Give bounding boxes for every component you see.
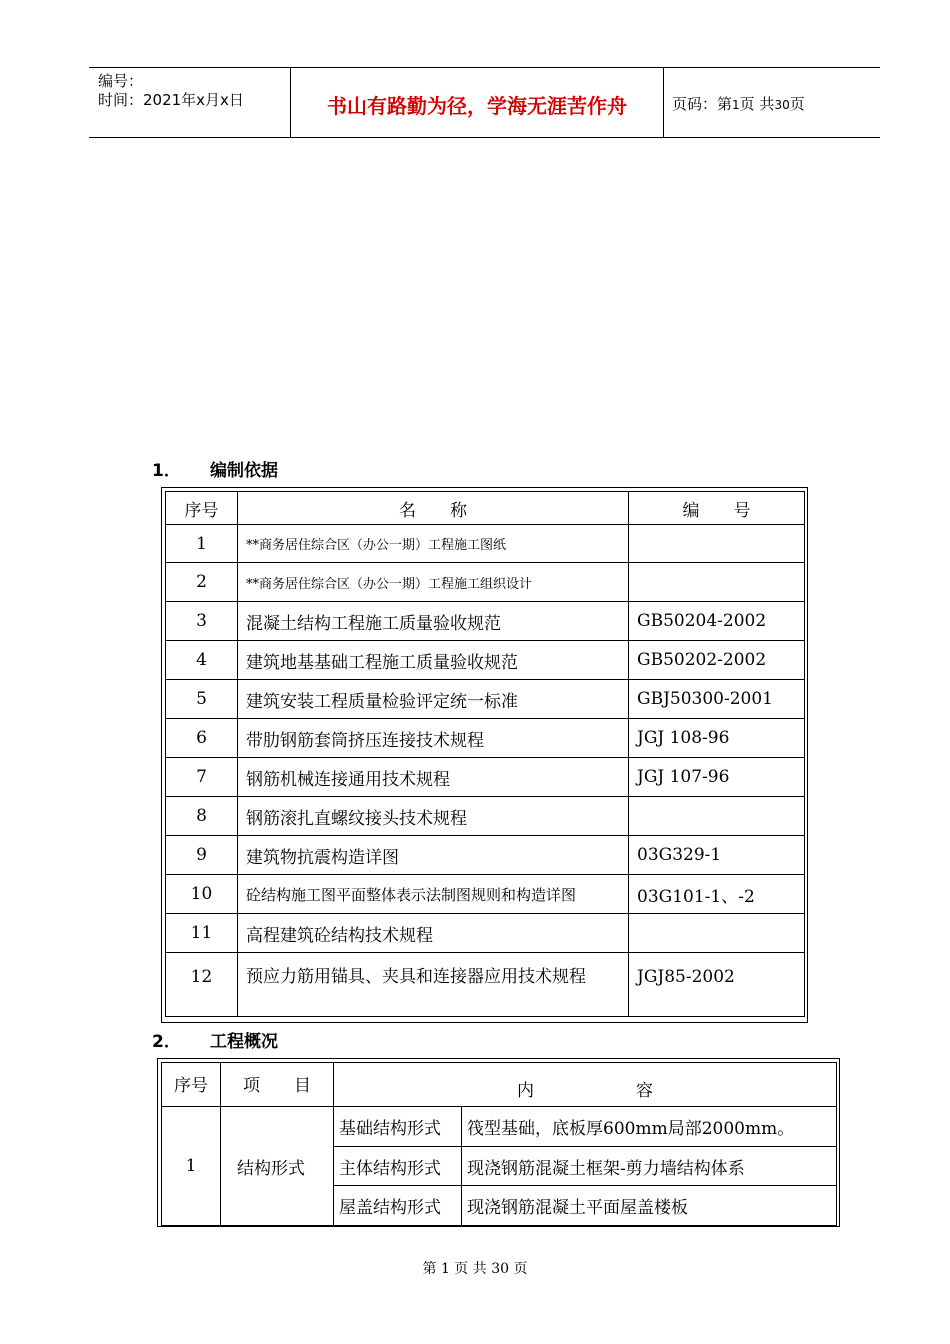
- table-row: [166, 641, 805, 680]
- table-row: [166, 758, 805, 797]
- header-divider: [663, 68, 664, 137]
- row-name: 钢筋机械连接通用技术规程: [238, 758, 629, 797]
- row-idx: 1: [166, 525, 238, 563]
- row-code: JGJ 108-96: [629, 719, 805, 758]
- header-content: 内 容: [334, 1063, 837, 1107]
- row-idx: 5: [166, 680, 238, 719]
- table-row: [166, 719, 805, 758]
- row-idx: 7: [166, 758, 238, 797]
- row-code: GB50204-2002: [629, 602, 805, 641]
- row-name: 预应力筋用锚具、夹具和连接器应用技术规程: [238, 953, 629, 1017]
- row-name: 砼结构施工图平面整体表示法制图规则和构造详图: [238, 875, 629, 914]
- section-1-title: [152, 456, 278, 481]
- table-row: [166, 914, 805, 953]
- row-code: GB50202-2002: [629, 641, 805, 680]
- row-idx: 4: [166, 641, 238, 680]
- row-code: 03G101-1、-2: [629, 875, 805, 914]
- row-idx: 2: [166, 563, 238, 602]
- row-code: [629, 914, 805, 953]
- row-idx: 6: [166, 719, 238, 758]
- header-code: 编 号: [629, 492, 805, 525]
- page-end: 页: [789, 95, 805, 113]
- row-idx: 11: [166, 914, 238, 953]
- row-idx: 1: [162, 1107, 221, 1226]
- sub-value: 现浇钢筋混凝土框架-剪力墙结构体系: [462, 1147, 837, 1186]
- row-code: 03G329-1: [629, 836, 805, 875]
- header-motto: 书山有路勤为径，学海无涯苦作舟: [327, 94, 627, 118]
- table-row: [166, 525, 805, 563]
- row-idx: 10: [166, 875, 238, 914]
- sub-value: 筏型基础，底板厚600mm局部2000mm。: [462, 1107, 837, 1147]
- overview-table: [161, 1062, 837, 1226]
- page-mid: 页 共: [739, 95, 775, 113]
- header-idx: 序号: [166, 492, 238, 525]
- header-idx: 序号: [162, 1063, 221, 1107]
- header-meta: [98, 72, 244, 110]
- header-item: 项 目: [221, 1063, 334, 1107]
- section-2-title: [152, 1027, 278, 1052]
- document-number-label: 编号：: [98, 72, 144, 90]
- header-name: 名 称: [238, 492, 629, 525]
- table-row: [162, 1107, 837, 1147]
- row-name: 建筑安装工程质量检验评定统一标准: [238, 680, 629, 719]
- section-number: 1．: [152, 461, 181, 481]
- sub-label: 屋盖结构形式: [334, 1186, 462, 1226]
- sub-label: 基础结构形式: [334, 1107, 462, 1147]
- table-row: [166, 680, 805, 719]
- page-footer: 第 1 页 共 30 页: [422, 1261, 528, 1277]
- overview-table-frame: [157, 1058, 840, 1227]
- section-number: 2．: [152, 1032, 181, 1052]
- row-name: 带肋钢筋套筒挤压连接技术规程: [238, 719, 629, 758]
- row-idx: 9: [166, 836, 238, 875]
- row-name: 高程建筑砼结构技术规程: [238, 914, 629, 953]
- row-name: 建筑地基基础工程施工质量验收规范: [238, 641, 629, 680]
- row-idx: 3: [166, 602, 238, 641]
- page-header: [89, 67, 880, 138]
- row-name: 混凝土结构工程施工质量验收规范: [238, 602, 629, 641]
- basis-table: [165, 491, 805, 1017]
- page-total: 30: [774, 98, 790, 112]
- row-idx: 8: [166, 797, 238, 836]
- row-code: [629, 563, 805, 602]
- sub-value: 现浇钢筋混凝土平面屋盖楼板: [462, 1186, 837, 1226]
- page-label: 页码：第: [672, 95, 733, 113]
- table-header-row: [162, 1063, 837, 1107]
- row-idx: 12: [166, 953, 238, 1017]
- section-heading: 工程概况: [210, 1032, 278, 1052]
- row-code: JGJ85-2002: [629, 953, 805, 1017]
- section-heading: 编制依据: [210, 461, 278, 481]
- row-name: 钢筋滚扎直螺纹接头技术规程: [238, 797, 629, 836]
- table-header-row: [166, 492, 805, 525]
- row-code: GBJ50300-2001: [629, 680, 805, 719]
- basis-table-frame: [161, 487, 808, 1023]
- row-name: 建筑物抗震构造详图: [238, 836, 629, 875]
- table-row: [166, 602, 805, 641]
- table-row: [166, 797, 805, 836]
- row-code: JGJ 107-96: [629, 758, 805, 797]
- row-code: [629, 525, 805, 563]
- sub-label: 主体结构形式: [334, 1147, 462, 1186]
- table-row: [166, 875, 805, 914]
- row-item: 结构形式: [221, 1107, 334, 1226]
- header-page-info: [672, 93, 805, 114]
- document-time: 时间：2021年x月x日: [98, 91, 244, 109]
- row-name: **商务居住综合区（办公一期）工程施工图纸: [238, 525, 629, 563]
- table-row: [166, 836, 805, 875]
- table-row: [166, 563, 805, 602]
- row-name: **商务居住综合区（办公一期）工程施工组织设计: [238, 563, 629, 602]
- page-number: 1: [732, 98, 740, 112]
- row-code: [629, 797, 805, 836]
- table-row: [166, 953, 805, 1017]
